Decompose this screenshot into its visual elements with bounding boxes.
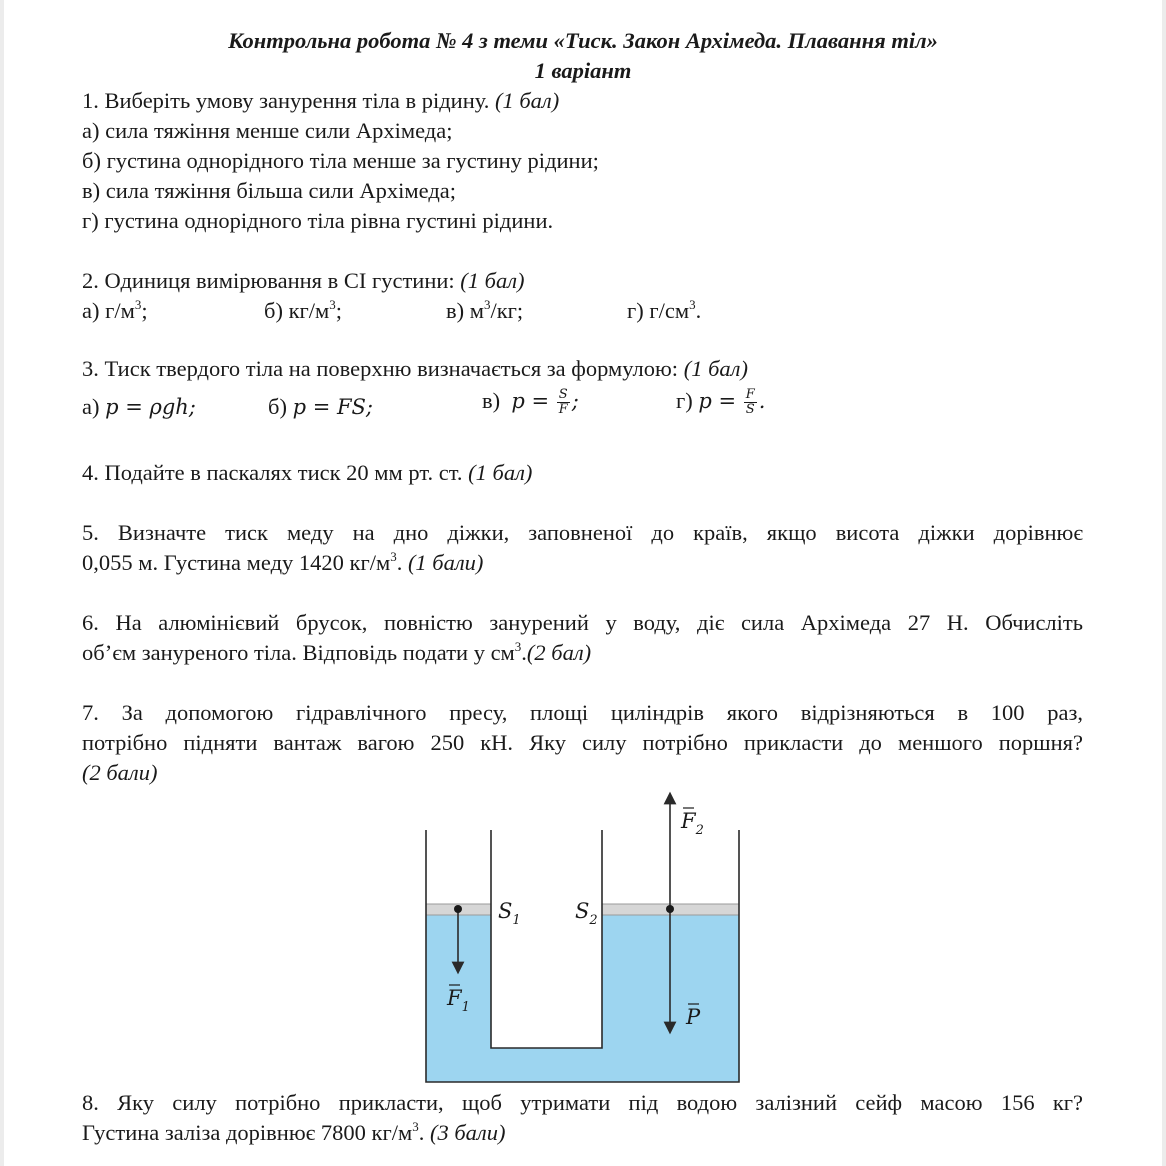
question-6-points: (2 бал): [526, 640, 592, 665]
question-6-line-2: об’єм зануреного тіла. Відповідь подати у $см^3.(2$ бал): [82, 639, 592, 665]
question-3-option-b: б) p = FS;: [268, 394, 373, 419]
question-7-points: (2 бали): [82, 760, 158, 785]
label-p: P: [686, 1005, 701, 1029]
question-5-line-2: 0,055 м. Густина меду 1420 $кг/м^3$. (1 бали): [82, 549, 484, 575]
question-5-points: (1 бали): [407, 550, 484, 575]
question-2-option-c: в) $м^3/кг$;: [446, 297, 524, 323]
question-3-option-a: а) p = ρgh;: [82, 394, 196, 419]
question-5-line-1: 5. Визначте тиск меду на дно діжки, заповненої до країв, якщо висота діжки дорівнює: [82, 520, 1083, 545]
question-1-option-d: г) густина однорідного тіла рівна густині рідини.: [82, 208, 554, 233]
question-8-line-2: Густина заліза дорівнює 7800 $кг/м^3$. (3 бали): [82, 1119, 506, 1145]
label-f2: $F_2$: [681, 809, 704, 838]
test-title: Контрольна робота № 4 з теми «Тиск. Закон Архімеда. Плавання тіл»: [228, 28, 938, 53]
question-3-option-d: г) p = $\frac{F}{S}$ .: [676, 387, 766, 418]
question-4-points: (1 бал): [468, 460, 533, 485]
question-3-text: 3. Тиск твердого тіла на поверхню визначається за формулою:: [82, 356, 679, 381]
question-7-line-2: потрібно підняти вантаж вагою 250 кН. Яку силу потрібно прикласти до меншого поршня?: [82, 730, 1083, 755]
question-2-option-b: б) $кг/м^3$;: [264, 297, 342, 323]
question-4-text: 4. Подайте в паскалях тиск 20 мм рт. ст.: [82, 460, 463, 485]
force-f2-point: [666, 905, 674, 913]
force-f1-point: [454, 905, 462, 913]
question-7-line-1: 7. За допомогою гідравлічного пресу, площі циліндрів якого відрізняються в 100 раз,: [82, 700, 1083, 725]
question-1-points: (1 бал): [495, 88, 560, 113]
question-3-points: (1 бал): [683, 356, 748, 381]
question-6-line-1: 6. На алюмінієвий брусок, повністю занурений у воду, діє сила Архімеда 27 Н. Обчисліть: [82, 610, 1083, 635]
question-2-option-a: а) $г/м^3$;: [82, 297, 148, 323]
fraction-s-over-f: $\frac{S}{F}$: [558, 387, 568, 418]
question-1-option-a: а) сила тяжіння менше сили Архімеда;: [82, 118, 453, 143]
question-8-points: (3 бали): [429, 1120, 506, 1145]
question-1-option-c: в) сила тяжіння більша сили Архімеда;: [82, 178, 457, 203]
question-2-points: (1 бал): [460, 268, 525, 293]
question-8-line-1: 8. Яку силу потрібно прикласти, щоб утримати під водою залізний сейф масою 156 кг?: [82, 1090, 1083, 1115]
question-2-option-d: г) $г/см^3$.: [627, 297, 702, 323]
question-1-text: 1. Виберіть умову занурення тіла в рідину.: [82, 88, 490, 113]
question-3-option-c: в) p = $\frac{S}{F}$ ;: [482, 387, 579, 418]
variant-title: 1 варіант: [534, 58, 632, 83]
question-1-option-b: б) густина однорідного тіла менше за густину рідини;: [82, 148, 599, 173]
label-f1: $F_1$: [447, 986, 470, 1015]
label-s2: $S_2$: [575, 899, 598, 928]
label-s1: $S_1$: [498, 899, 521, 928]
fraction-f-over-s: $\frac{F}{S}$: [745, 387, 755, 418]
liquid: [426, 915, 739, 1082]
question-2-text: 2. Одиниця вимірювання в СІ густини:: [82, 268, 455, 293]
